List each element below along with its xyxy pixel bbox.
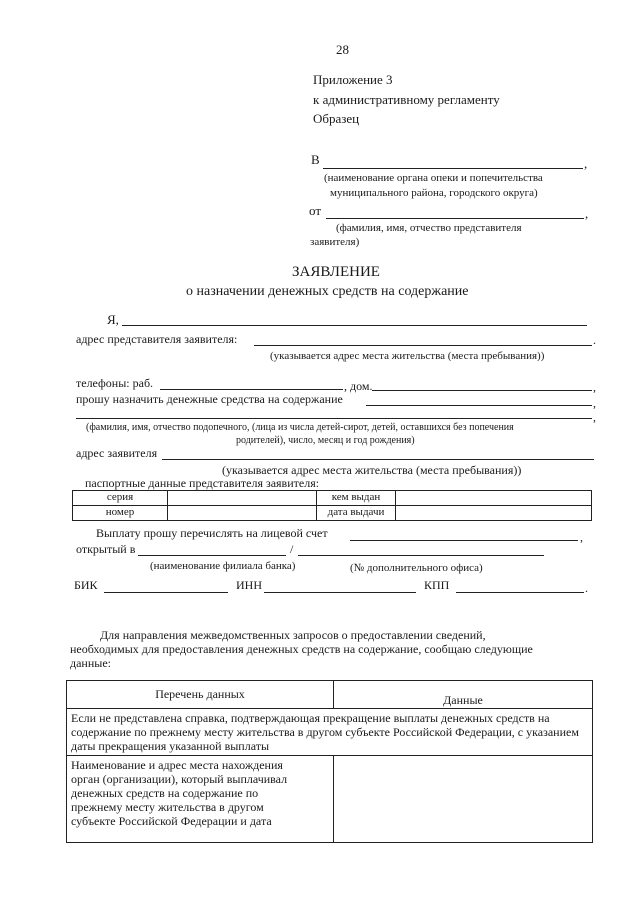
document-title: ЗАЯВЛЕНИЕ bbox=[292, 264, 380, 280]
data-table-header-list: Перечень данных bbox=[67, 681, 334, 709]
kpp-line[interactable] bbox=[456, 592, 584, 593]
inn-label: ИНН bbox=[236, 578, 262, 592]
child-line[interactable] bbox=[76, 418, 592, 419]
home-phone-line[interactable] bbox=[372, 390, 592, 391]
data-table-header-data: Данные bbox=[334, 681, 593, 709]
request-line[interactable] bbox=[366, 405, 592, 406]
bank-branch-line[interactable] bbox=[138, 555, 286, 556]
applicant-address-line[interactable] bbox=[162, 459, 594, 460]
rep-address-line[interactable] bbox=[254, 345, 592, 346]
from-hint-1: (фамилия, имя, отчество представителя bbox=[336, 222, 522, 234]
office-hint: (№ дополнительного офиса) bbox=[350, 562, 483, 574]
to-hint-2: муниципального района, городского округа) bbox=[330, 187, 538, 199]
number-value[interactable] bbox=[168, 506, 317, 521]
work-phone-line[interactable] bbox=[160, 389, 343, 390]
phones-label: телефоны: раб. bbox=[76, 376, 154, 390]
applicant-address-hint: (указывается адрес места жительства (места пребывания)) bbox=[222, 463, 522, 477]
interagency-line-3: данные: bbox=[70, 656, 111, 670]
issue-date-value[interactable] bbox=[396, 506, 592, 521]
to-line[interactable] bbox=[323, 168, 583, 169]
issued-by-cell: кем выдан bbox=[317, 491, 396, 506]
to-hint-1: (наименование органа опеки и попечительства bbox=[324, 172, 543, 184]
document-subtitle: о назначении денежных средств на содержание bbox=[186, 284, 469, 299]
data-table-row-2-value[interactable] bbox=[334, 756, 593, 843]
issue-date-cell: дата выдачи bbox=[317, 506, 396, 521]
passport-table bbox=[72, 490, 592, 521]
office-line[interactable] bbox=[298, 555, 544, 556]
bank-hint: (наименование филиала банка) bbox=[150, 560, 296, 572]
name-line[interactable] bbox=[122, 325, 587, 326]
number-cell: номер bbox=[73, 506, 168, 521]
child-hint-1: (фамилия, имя, отчество подопечного, (лица из числа детей-сирот, детей, оставшихся без попечения bbox=[86, 422, 514, 433]
issued-by-value[interactable] bbox=[396, 491, 592, 506]
passport-label: паспортные данные представителя заявителя: bbox=[85, 476, 320, 490]
from-label: от bbox=[309, 203, 322, 218]
kpp-label: КПП bbox=[424, 578, 450, 592]
appendix-title: Приложение 3 bbox=[313, 72, 393, 87]
applicant-address-label: адрес заявителя bbox=[76, 446, 158, 460]
bik-line[interactable] bbox=[104, 592, 228, 593]
interagency-line-1: Для направления межведомственных запросов о предоставлении сведений, bbox=[100, 628, 486, 642]
child-hint-2: родителей), число, месяц и год рождения) bbox=[236, 435, 415, 446]
opened-in-label: открытый в bbox=[76, 542, 136, 556]
bik-label: БИК bbox=[74, 578, 98, 592]
from-line[interactable] bbox=[326, 218, 584, 219]
data-table-row-2-label: Наименование и адрес места нахождения орган (организации), который выплачивал денежных средств на содержание по прежнему месту жительства в другом субъекте Российской Федерации и дата bbox=[67, 756, 334, 843]
series-cell: серия bbox=[73, 491, 168, 506]
interagency-line-2: необходимых для предоставления денежных средств на содержание, сообщаю следующие bbox=[70, 642, 533, 656]
home-phone-label: , дом. bbox=[344, 379, 373, 393]
to-label: В bbox=[311, 152, 320, 167]
rep-address-hint: (указывается адрес места жительства (места пребывания)) bbox=[270, 350, 545, 362]
appendix-regulation: к административному регламенту bbox=[313, 92, 500, 107]
rep-address-label: адрес представителя заявителя: bbox=[76, 332, 238, 346]
appendix-sample: Образец bbox=[313, 111, 360, 126]
payment-request: Выплату прошу перечислять на лицевой счет bbox=[96, 526, 328, 540]
i-label: Я, bbox=[107, 312, 119, 327]
series-value[interactable] bbox=[168, 491, 317, 506]
data-table-row-1: Если не представлена справка, подтверждающая прекращение выплаты денежных средств на содержание по прежнему месту жительства в другом субъекте Российской Федерации, с указанием даты прекращения указанной выплаты bbox=[67, 709, 593, 756]
inn-line[interactable] bbox=[264, 592, 416, 593]
slash: / bbox=[290, 542, 294, 556]
data-table bbox=[66, 680, 593, 843]
page-number: 28 bbox=[336, 42, 349, 57]
account-line[interactable] bbox=[350, 540, 578, 541]
request-label: прошу назначить денежные средства на содержание bbox=[76, 392, 343, 406]
from-hint-2: заявителя) bbox=[310, 236, 360, 248]
